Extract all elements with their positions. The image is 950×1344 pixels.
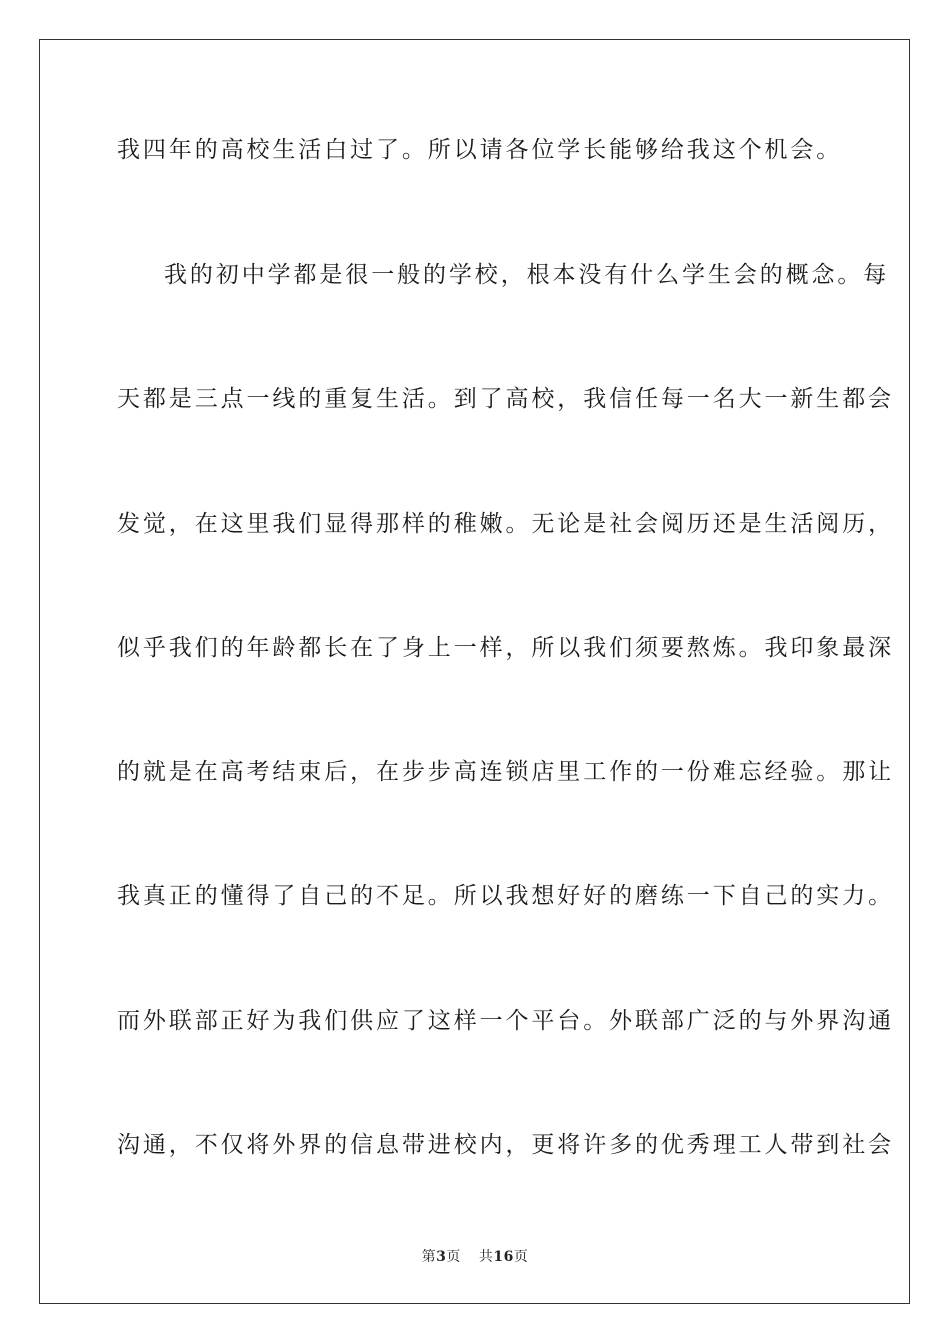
total-prefix: 共 xyxy=(478,1249,494,1265)
text-line-5: 似乎我们的年龄都长在了身上一样，所以我们须要熬炼。我印象最深 xyxy=(117,635,894,661)
page-prefix: 第 xyxy=(421,1249,437,1265)
page-suffix: 页 xyxy=(446,1249,461,1265)
text-line-2: 我的初中学都是很一般的学校，根本没有什么学生会的概念。每 xyxy=(164,262,890,288)
text-line-9: 沟通，不仅将外界的信息带进校内，更将许多的优秀理工人带到社会 xyxy=(117,1132,894,1158)
text-line-1: 我四年的高校生活白过了。所以请各位学长能够给我这个机会。 xyxy=(117,137,843,163)
page-footer xyxy=(0,1248,950,1266)
total-pages: 16 xyxy=(493,1249,514,1265)
text-line-7: 我真正的懂得了自己的不足。所以我想好好的磨练一下自己的实力。 xyxy=(117,883,894,909)
total-suffix: 页 xyxy=(513,1249,529,1265)
text-line-6: 的就是在高考结束后，在步步高连锁店里工作的一份难忘经验。那让 xyxy=(117,759,894,785)
text-line-3: 天都是三点一线的重复生活。到了高校，我信任每一名大一新生都会 xyxy=(117,386,894,412)
text-line-8: 而外联部正好为我们供应了这样一个平台。外联部广泛的与外界沟通 xyxy=(117,1008,894,1034)
page-number: 3 xyxy=(436,1249,447,1265)
page-border xyxy=(39,39,910,1304)
text-line-4: 发觉，在这里我们显得那样的稚嫩。无论是社会阅历还是生活阅历， xyxy=(117,511,894,537)
